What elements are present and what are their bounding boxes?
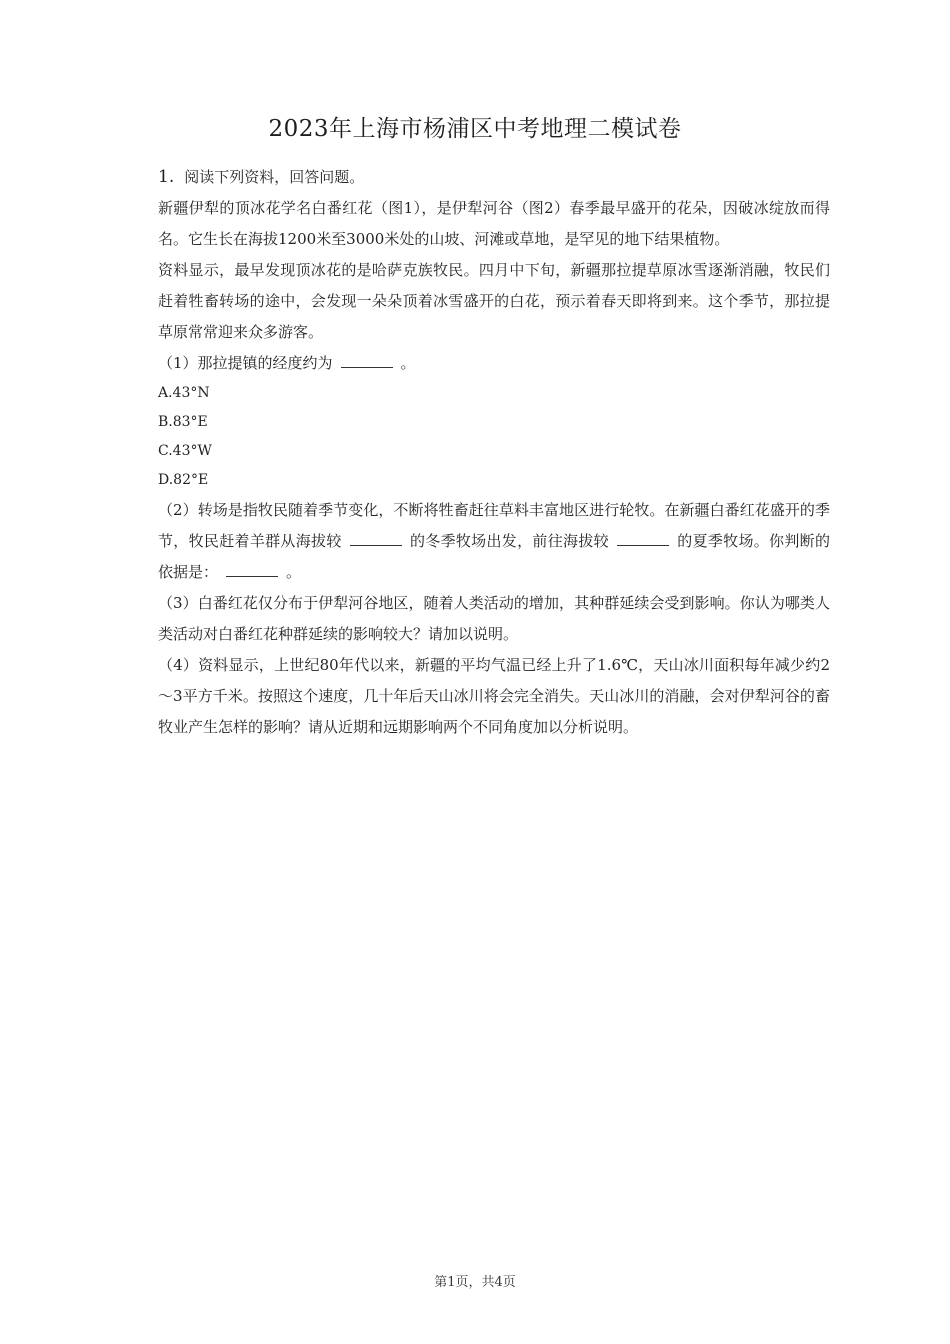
page-title: 2023年上海市杨浦区中考地理二模试卷 (268, 116, 682, 142)
subquestion-3: （3）白番红花仅分布于伊犁河谷地区，随着人类活动的增加，其种群延续会受到影响。你认为哪类人类活动对白番红花种群延续的影响较大？请加以说明。 (158, 594, 830, 643)
option-a: A.43°N (158, 385, 210, 401)
option-c: C.43°W (158, 443, 212, 459)
option-d: D.82°E (158, 472, 209, 488)
passage-paragraph-1: 新疆伊犁的顶冰花学名白番红花（图1），是伊犁河谷（图2）春季最早盛开的花朵，因破冰绽放而得名。它生长在海拔1200米至3000米处的山坡、河滩或草地，是罕见的地下结果植物。 (158, 199, 830, 248)
subquestion-1-text: （1）那拉提镇的经度约为 (158, 354, 333, 372)
subquestion-2-part4: 。 (286, 563, 302, 581)
subquestion-1-end: 。 (400, 354, 416, 372)
question-1 (158, 162, 830, 743)
subquestion-2 (158, 495, 830, 588)
answer-blank[interactable] (341, 353, 393, 368)
question-number: 1. (158, 167, 175, 187)
subquestion-2-part1: （2）转场是指牧民随着季节变化，不断将牲畜赶往草料丰富地区进行轮牧。在新疆白番红花盛开的季节，牧民赶着羊群从海拔较 (158, 501, 830, 550)
subquestion-2-part2: 的冬季牧场出发，前往海拔较 (409, 532, 609, 550)
passage-paragraph-2: 资料显示，最早发现顶冰花的是哈萨克族牧民。四月中下旬，新疆那拉提草原冰雪逐渐消融，牧民们赶着牲畜转场的途中，会发现一朵朵顶着冰雪盛开的白花，预示着春天即将到来。这个季节，那拉提草原常常迎来众多游客。 (158, 261, 830, 341)
question-prompt-text: 阅读下列资料，回答问题。 (184, 168, 365, 186)
subquestion-1 (158, 348, 830, 379)
subquestion-4: （4）资料显示，上世纪80年代以来，新疆的平均气温已经上升了1.6℃，天山冰川面积每年减少约2～3平方千米。按照这个速度，几十年后天山冰川将会完全消失。天山冰川的消融，会对伊犁河谷的畜牧业产生怎样的影响？请从近期和远期影响两个不同角度加以分析说明。 (158, 656, 830, 736)
answer-blank[interactable] (226, 562, 278, 577)
subquestion-2-part3: 的夏季牧场。你判断的依据是： (158, 532, 830, 581)
answer-blank[interactable] (617, 531, 669, 546)
option-b: B.83°E (158, 414, 208, 430)
question-prompt (158, 162, 830, 193)
page-footer: 第1页，共4页 (434, 1275, 516, 1290)
answer-blank[interactable] (350, 531, 402, 546)
